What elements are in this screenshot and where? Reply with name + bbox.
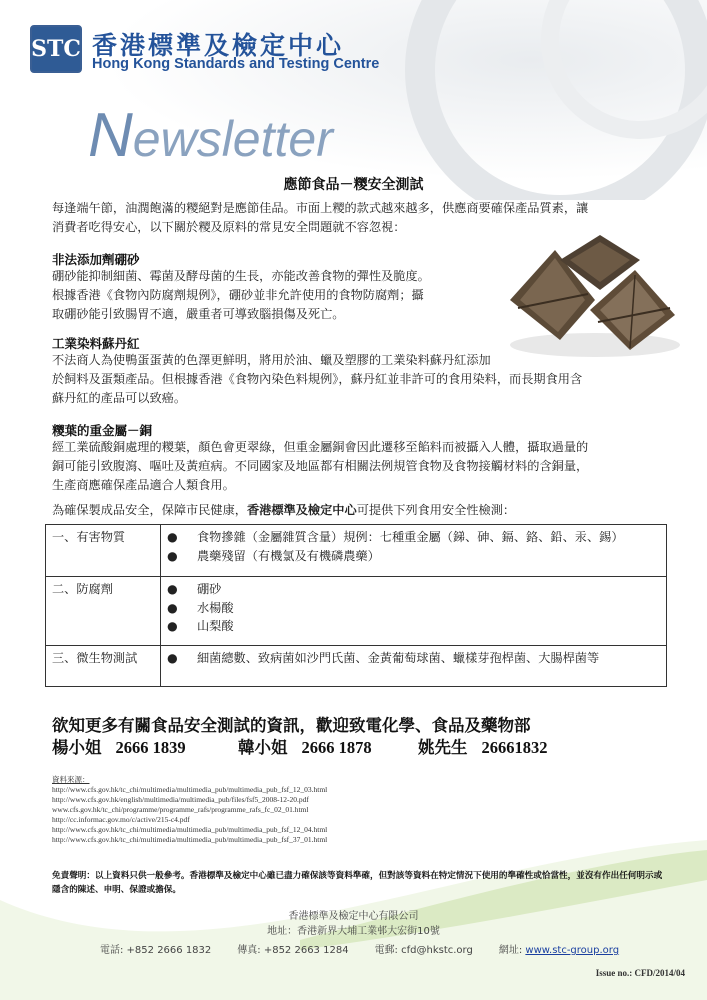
test-items: [161, 525, 667, 577]
rice-dumpling-image: [500, 230, 680, 360]
bullet-icon: ●: [167, 548, 178, 563]
test-items: [161, 645, 667, 687]
tests-table: [45, 524, 667, 687]
footer-address: 地址：香港新界大埔工業邨大宏街10號: [267, 926, 440, 937]
intro-paragraph: 每逢端午節，油潤飽滿的糭絕對是應節佳品。市面上糭的款式越來越多，供應商要確保產品質素，讓 消費者吃得安心，以下關於糭及原料的常見安全問題就不容忽視：: [52, 201, 589, 234]
bullet-icon: ●: [167, 619, 178, 633]
issue-number: Issue no.: CFD/2014/04: [595, 968, 685, 978]
list-item: ● 食物摻雜（金屬雜質含量）規例：七種重金屬（銻、砷、鎘、鉻、鉛、汞、錫）: [167, 528, 660, 547]
footer-email[interactable]: 電郵: cfd@hkstc.org: [374, 945, 473, 956]
footer-tel: 電話: +852 2666 1832: [100, 945, 212, 956]
references: [52, 775, 327, 845]
contact-entry: 韓小姐 2666 1878: [238, 738, 372, 757]
newsletter-banner: Newsletter: [88, 101, 333, 170]
reference-link[interactable]: http://www.cfs.gov.hk/tc_chi/multimedia/multimedia_pub/multimedia_pub_fsf_12_03.html: [52, 785, 328, 794]
reference-link[interactable]: http://www.cfs.gov.hk/tc_chi/multimedia/multimedia_pub/multimedia_pub_fsf_37_01.html: [52, 835, 328, 844]
table-row: [46, 525, 667, 577]
list-item: ● 硼砂: [167, 580, 660, 599]
contact-entry: 姚先生 26661832: [418, 738, 548, 757]
test-category: 二、防腐劑: [46, 577, 161, 646]
reference-link[interactable]: http://www.cfs.gov.hk/tc_chi/multimedia/multimedia_pub/multimedia_pub_fsf_12_04.html: [52, 825, 328, 834]
list-item: ● 山梨酸: [167, 617, 660, 636]
test-category: 三、微生物測試: [46, 645, 161, 687]
test-items: [161, 577, 667, 646]
org-name-english: Hong Kong Standards and Testing Centre: [92, 56, 380, 72]
footer-web: 網址: www.stc-group.org: [498, 945, 620, 956]
stc-logo: STC: [30, 25, 82, 73]
bullet-icon: ●: [167, 530, 178, 544]
disclaimer: 免責聲明：以上資料只供一般參考。香港標準及檢定中心雖已盡力確保該等資料準確，但對該等資料在特定情況下使用的準確性或恰當性，並沒有作出任何明示或隱含的陳述、申明、保證或擔保。: [52, 871, 663, 895]
contact-list: [52, 734, 548, 758]
footer-company: 香港標準及檢定中心有限公司: [288, 911, 419, 922]
references-label: 資料來源：: [52, 775, 90, 784]
reference-link[interactable]: www.cfs.gov.hk/tc_chi/programme/programme_rafs/programme_rafs_fc_02_01.html: [52, 805, 309, 814]
reference-link[interactable]: http://www.cfs.gov.hk/english/multimedia/multimedia_pub/files/fsf5_2008-12-20.pdf: [52, 795, 309, 804]
section-body-copper: 經工業硫酸銅處理的糭葉，顏色會更翠綠，但重金屬銅會因此遷移至餡料而被攝入人體，攝取過量的 銅可能引致腹瀉、嘔吐及黃疸病。不同國家及地區都有相關法例規管食物及食物接觸材料的含銅量， 生產商應確保產品適合人類食用。: [52, 440, 589, 492]
contact-call-to-action: 欲知更多有關食品安全測試的資訊，歡迎致電化學、食品及藥物部: [52, 716, 531, 735]
footer-fax: 傳真: +852 2663 1284: [237, 945, 349, 956]
list-item: ● 農藥殘留（有機氯及有機磷農藥）: [167, 547, 660, 566]
footer-contact-line: [100, 941, 619, 956]
service-intro: 為確保製成品安全，保障市民健康，香港標準及檢定中心可提供下列食用安全性檢測：: [52, 503, 516, 517]
section-heading-sudan-red: 工業染料蘇丹紅: [52, 336, 140, 351]
section-body-borax: 硼砂能抑制細菌、霉菌及酵母菌的生長，亦能改善食物的彈性及脆度。 根據香港《食物內防腐劑規例》，硼砂並非允許使用的食物防腐劑；攝 取硼砂能引致腸胃不適，嚴重者可導致腦損傷及死亡。: [52, 269, 430, 321]
test-category: 一、有害物質: [46, 525, 161, 577]
reference-link[interactable]: http://cc.informac.gov.mo/c/active/215-c4.pdf: [52, 815, 190, 824]
bullet-icon: ●: [167, 650, 178, 665]
section-body-sudan-red: 不法商人為使鴨蛋蛋黃的色澤更鮮明，將用於油、蠟及塑膠的工業染料蘇丹紅添加 於飼料及蛋類產品。但根據香港《食物內染色料規例》，蘇丹紅並非許可的食用染料，而長期食用含 蘇丹紅的產品可以致癌。: [52, 353, 583, 405]
website-link[interactable]: www.stc-group.org: [525, 945, 620, 956]
section-heading-copper: 糭葉的重金屬－銅: [52, 423, 153, 438]
list-item: ● 水楊酸: [167, 599, 660, 618]
list-item: ● 細菌總數、致病菌如沙門氏菌、金黃葡萄球菌、蠟樣芽孢桿菌、大腸桿菌等: [167, 649, 660, 668]
table-row: [46, 577, 667, 646]
section-heading-borax: 非法添加劑硼砂: [52, 252, 140, 267]
table-row: [46, 645, 667, 687]
contact-entry: 楊小姐 2666 1839: [52, 738, 186, 757]
bullet-icon: ●: [167, 600, 178, 615]
org-name-chinese: 香港標準及檢定中心: [92, 31, 345, 60]
bullet-icon: ●: [167, 582, 178, 596]
article-title: 應節食品－糭安全測試: [283, 177, 424, 193]
